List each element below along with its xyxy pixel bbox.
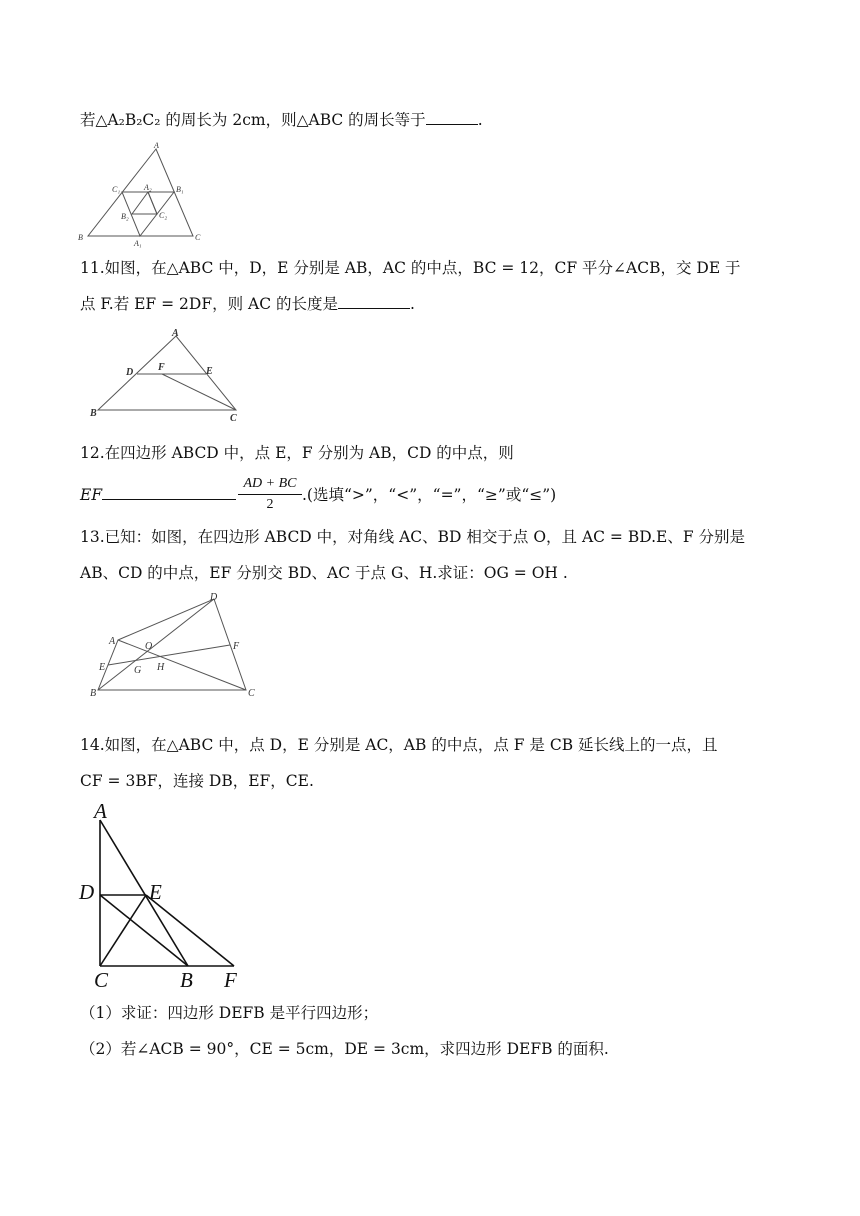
label-B1: B₁: [176, 185, 184, 194]
q14-figure: [76, 800, 244, 990]
label-O: O: [145, 641, 153, 652]
label-C: C: [94, 968, 109, 990]
label-F: F: [224, 968, 237, 990]
q14-text-line2: CF = 3BF，连接 DB，EF，CE.: [80, 772, 314, 790]
q10-figure: [76, 140, 206, 248]
label-A: A: [154, 141, 159, 150]
label-B: B: [180, 968, 193, 990]
label-D: D: [210, 592, 218, 603]
label-E: E: [99, 662, 106, 673]
q14-part1: （1）求证：四边形 DEFB 是平行四边形；: [80, 1004, 379, 1022]
label-E: E: [206, 366, 213, 377]
label-A: A: [109, 636, 116, 647]
label-E: E: [149, 880, 162, 904]
label-C1: C₁: [112, 185, 121, 194]
label-C: C: [248, 688, 255, 699]
label-D: D: [79, 880, 95, 904]
label-H: H: [157, 662, 165, 673]
q13-text-line2: AB、CD 的中点，EF 分别交 BD、AC 于点 G、H.求证：OG = OH .: [80, 564, 568, 582]
fraction-numerator: AD + BC: [238, 476, 302, 495]
q14-part2: （2）若∠ACB = 90°，CE = 5cm，DE = 3cm，求四边形 DEFB 的面积.: [80, 1040, 609, 1058]
q13-figure: [86, 590, 266, 702]
label-F: F: [158, 362, 165, 373]
answer-blank[interactable]: [102, 485, 236, 500]
label-B: B: [78, 233, 83, 242]
fraction-denominator: 2: [266, 497, 274, 512]
label-A: A: [172, 328, 179, 339]
answer-blank[interactable]: [426, 110, 478, 125]
q12-text-line2: EF: [80, 485, 236, 505]
label-A: A: [94, 800, 107, 823]
label-D: D: [126, 367, 134, 378]
label-C: C: [230, 413, 237, 424]
answer-blank[interactable]: [338, 294, 410, 309]
q11-figure: [86, 326, 246, 424]
q11-text-line2: 点 F.若 EF = 2DF，则 AC 的长度是 .: [80, 295, 415, 313]
label-G: G: [134, 665, 142, 676]
label-B: B: [90, 408, 97, 419]
q11-text-line1: 11.如图，在△ABC 中，D，E 分别是 AB，AC 的中点，BC = 12，CF 平分∠ACB，交 DE 于: [80, 259, 741, 277]
label-C: C: [195, 233, 201, 242]
q13-text-line1: 13.已知：如图，在四边形 ABCD 中，对角线 AC、BD 相交于点 O，且 AC = BD.E、F 分别是: [80, 528, 746, 546]
q12-options: .(选填“>”，“<”，“=”，“≥”或“≤”): [302, 486, 557, 504]
label-A1: A₁: [134, 239, 142, 248]
fraction: [238, 476, 302, 513]
q12-text-line1: 12.在四边形 ABCD 中，点 E，F 分别为 AB，CD 的中点，则: [80, 444, 514, 462]
label-C2: C₂: [159, 211, 168, 220]
q10-text: 若△A₂B₂C₂ 的周长为 2cm，则△ABC 的周长等于 .: [80, 111, 483, 129]
label-B2: B₂: [121, 212, 129, 221]
label-A2: A₂: [144, 183, 152, 192]
q14-text-line1: 14.如图，在△ABC 中，点 D，E 分别是 AC，AB 的中点，点 F 是 CB 延长线上的一点，且: [80, 736, 718, 754]
label-B: B: [90, 688, 97, 699]
label-F: F: [233, 641, 240, 652]
